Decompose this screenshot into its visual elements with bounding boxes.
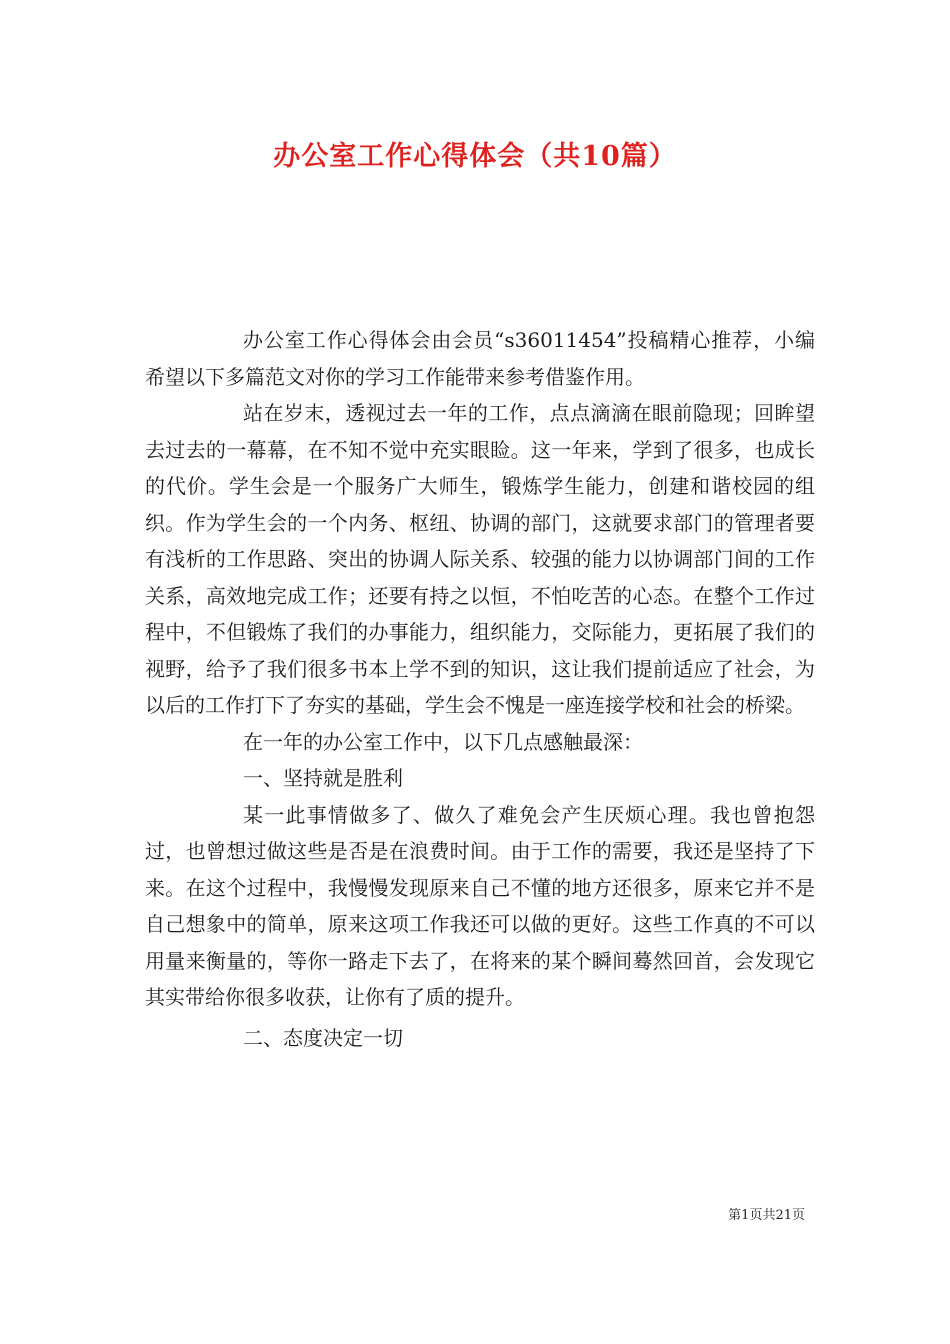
intro-paragraph: 办公室工作心得体会由会员“s36011454”投稿精心推荐，小编希望以下多篇范文对你的学习工作能带来参考借鉴作用。: [145, 328, 815, 389]
page-number: 第1页共21页: [728, 1208, 805, 1223]
body-paragraph-3: 某一此事情做多了、做久了难免会产生厌烦心理。我也曾抱怨过，也曾想过做这些是否是在浪费时间。由于工作的需要，我还是坚持了下来。在这个过程中，我慢慢发现原来自己不懂的地方还很多，原来它并不是自己想象中的简单，原来这项工作我还可以做的更好。这些工作真的不可以用量来衡量的，等你一路走下去了，在将来的某个瞬间蓦然回首，会发现它其实带给你很多收获，让你有了质的提升。: [145, 802, 815, 1009]
section-heading-1: 一、坚持就是胜利: [243, 766, 403, 790]
document-body: [145, 322, 815, 1056]
section-heading-2: 二、态度决定一切: [243, 1025, 403, 1050]
body-paragraph-1: 站在岁末，透视过去一年的工作，点点滴滴在眼前隐现；回眸望去过去的一幕幕，在不知不觉中充实眼睑。这一年来，学到了很多，也成长的代价。学生会是一个服务广大师生，锻炼学生能力，创建和谐校园的组织。作为学生会的一个内务、枢纽、协调的部门，这就要求部门的管理者要有浅析的工作思路、突出的协调人际关系、较强的能力以协调部门间的工作关系，高效地完成工作；还要有持之以恒，不怕吃苦的心态。在整个工作过程中，不但锻炼了我们的办事能力，组织能力，交际能力，更拓展了我们的视野，给予了我们很多书本上学不到的知识，这让我们提前适应了社会，为以后的工作打下了夯实的基础，学生会不愧是一座连接学校和社会的桥梁。: [145, 401, 815, 717]
document-title: 办公室工作心得体会（共10篇）: [273, 141, 677, 172]
body-paragraph-2: 在一年的办公室工作中，以下几点感触最深：: [243, 729, 643, 754]
